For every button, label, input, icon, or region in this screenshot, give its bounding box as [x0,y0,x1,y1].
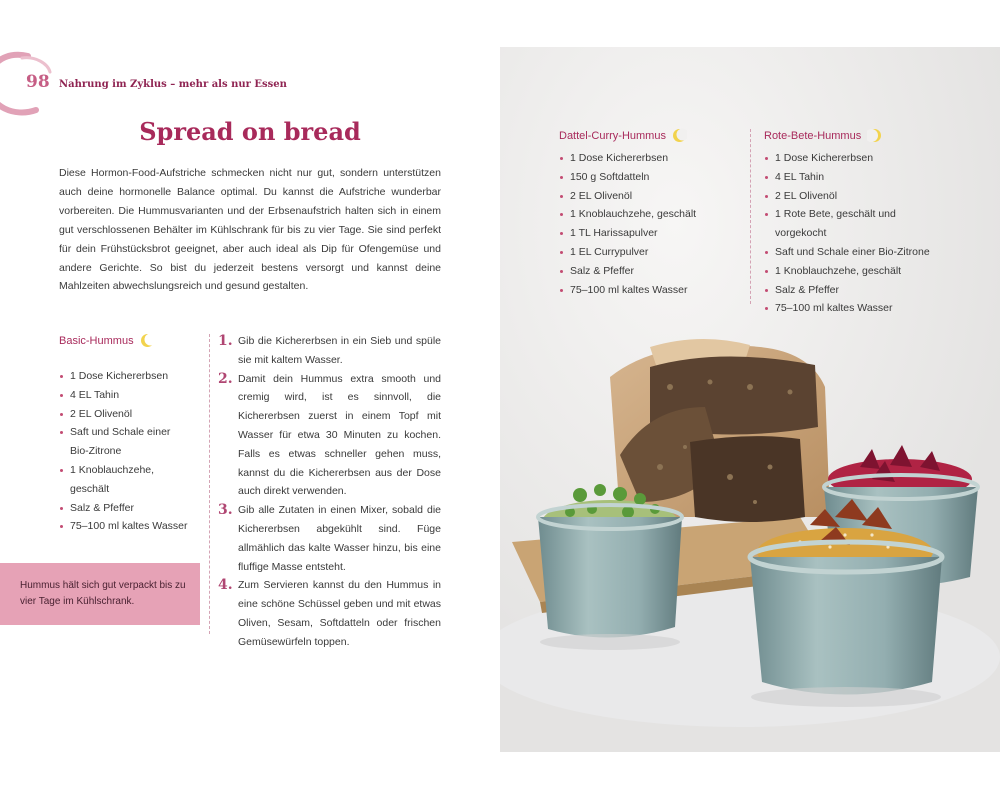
step-text: Zum Servieren kannst du den Hummus in eine schöne Schüssel geben und mit etwas Oliven, Sesam, Softdatteln oder frischen Gemüsewürfeln toppen. [238,579,441,648]
list-item: 150 g Softdatteln [559,168,739,187]
column-divider [209,334,210,634]
dattel-curry-hummus-heading [559,128,739,143]
moon-icon [672,128,687,143]
list-item: 1 Dose Kichererbsen [59,367,204,386]
page-number: 98 [26,72,50,92]
list-item: 1 Knoblauchzehe, [59,461,204,480]
moon-icon [140,333,155,348]
list-item: 75–100 ml kaltes Wasser [559,281,739,300]
page-title: Spread on bread [139,117,361,146]
list-item: 1 EL Currypulver [559,243,739,262]
moon-icon [867,128,882,143]
dattel-curry-hummus-section [559,128,739,299]
list-item: Salz & Pfeffer [764,281,964,300]
list-item: Salz & Pfeffer [59,499,204,518]
preparation-steps [218,332,441,652]
step-item [218,576,441,651]
rote-bete-hummus-ingredients [764,149,964,318]
dattel-curry-hummus-ingredients [559,149,739,299]
list-item: 1 Knoblauchzehe, geschält [764,262,964,281]
intro-paragraph: Diese Hormon-Food-Aufstriche schmecken nicht nur gut, sondern unterstützen auch deine hormonelle Balance optimal. Du kannst die Aufstriche wunderbar vorbereiten. Die Hummusvarianten und der Erbsenaufstrich halten sich in einem gut verschlossenen Behälter im Kühlschrank für bis zu vier Tage. Sie sind perfekt für dein Frühstücksbrot geeignet, aber auch ideal als Dip für Ofengemüse und andere Gerichte. So bist du jederzeit bestens versorgt und kannst deine Mahlzeiten abwechslungsreich und gesund gestalten. [59,167,441,293]
list-item: Salz & Pfeffer [559,262,739,281]
list-item: 75–100 ml kaltes Wasser [59,517,204,536]
list-item: 4 EL Tahin [764,168,964,187]
list-item: 1 Knoblauchzehe, geschält [559,205,739,224]
list-item-continuation: Bio-Zitrone [70,445,122,458]
step-number: 3. [218,502,233,519]
list-item: 1 TL Harissapulver [559,224,739,243]
right-page [500,47,1000,752]
list-item: 1 Rote Bete, geschält und [764,205,964,224]
list-item: Saft und Schale einer Bio-Zitrone [764,243,964,262]
list-item: 1 Dose Kichererbsen [764,149,964,168]
list-item: 2 EL Olivenöl [59,405,204,424]
dattel-curry-hummus-title: Dattel-Curry-Hummus [559,129,666,142]
list-item: Saft und Schale einer [59,423,204,442]
step-number: 1. [218,333,233,349]
step-item [218,370,441,502]
step-text: Damit dein Hummus extra smooth und cremig wird, ist es sinnvoll, die Kichererbsen zuerst in einem Topf mit Wasser für etwa 30 Minuten zu kochen. Falls es etwas schneller gehen muss, kannst du die Kichererbsen aus der Dose auch direkt verwenden. [238,372,441,498]
recipe-column-divider [750,129,751,304]
running-title: Nahrung im Zyklus – mehr als nur Essen [59,79,287,90]
step-item [218,332,441,370]
tip-text: Hummus hält sich gut verpackt bis zu vier Tage im Kühlschrank. [20,580,186,607]
list-item: 2 EL Olivenöl [559,187,739,206]
list-item-continuation: geschält [70,482,110,495]
basic-hummus-section [59,333,204,536]
step-number: 2. [218,370,233,387]
basic-hummus-heading [59,333,204,348]
rote-bete-hummus-section [764,128,964,318]
list-item: 2 EL Olivenöl [764,187,964,206]
list-item: 4 EL Tahin [59,386,204,405]
tip-box [0,563,200,625]
list-item-continuation: vorgekocht [775,227,827,240]
step-number: 4. [218,577,233,594]
list-item: 75–100 ml kaltes Wasser [764,299,964,318]
rote-bete-hummus-title: Rote-Bete-Hummus [764,129,862,142]
basic-hummus-title: Basic-Hummus [59,334,134,347]
basic-hummus-ingredients [59,367,204,536]
rote-bete-hummus-heading [764,128,964,143]
step-item [218,501,441,576]
step-text: Gib die Kichererbsen in ein Sieb und spüle sie mit kaltem Wasser. [238,335,441,366]
list-item: 1 Dose Kichererbsen [559,149,739,168]
step-text: Gib alle Zutaten in einen Mixer, sobald die Kichererbsen abgekühlt sind. Füge allmählich das kalte Wasser hinzu, bis eine fluffige Masse entsteht. [238,504,441,573]
